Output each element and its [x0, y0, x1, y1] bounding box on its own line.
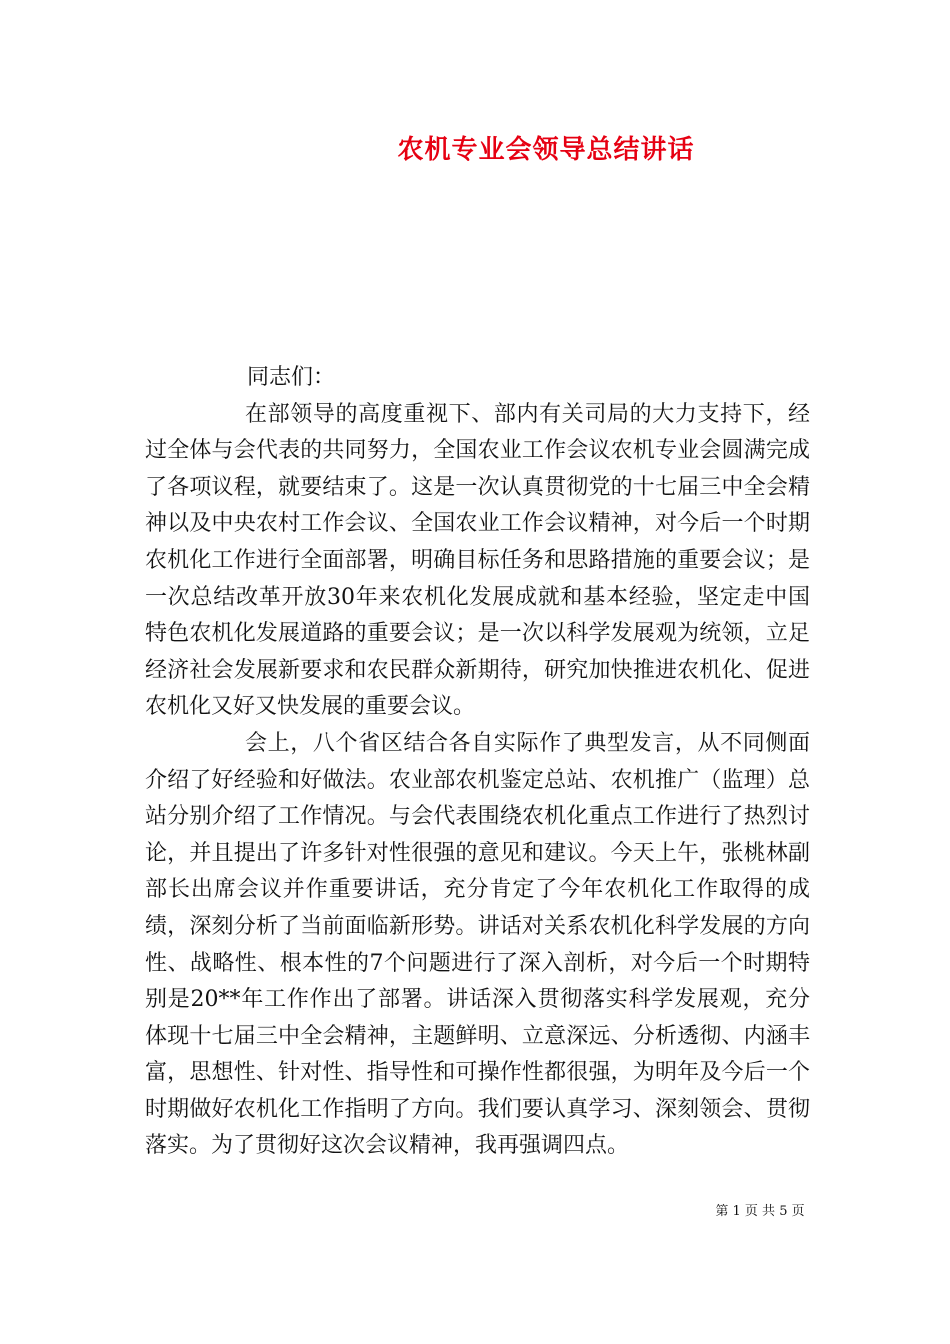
page-number-footer: 第 1 页 共 5 页: [715, 1204, 805, 1219]
body-paragraph: 在部领导的高度重视下、部内有关司局的大力支持下，经过全体与会代表的共同努力，全国农业工作会议农机专业会圆满完成了各项议程，就要结束了。这是一次认真贯彻党的十七届三中全会精神以及中央农村工作会议、全国农业工作会议精神，对今后一个时期农机化工作进行全面部署，明确目标任务和思路措施的重要会议；是一次总结改革开放30年来农机化发展成就和基本经验，坚定走中国特色农机化发展道路的重要会议；是一次以科学发展观为统领，立足经济社会发展新要求和农民群众新期待，研究加快推进农机化、促进农机化又好又快发展的重要会议。: [145, 401, 810, 720]
body-paragraph: 会上，八个省区结合各自实际作了典型发言，从不同侧面介绍了好经验和好做法。农业部农机鉴定总站、农机推广（监理）总站分别介绍了工作情况。与会代表围绕农机化重点工作进行了热烈讨论，并且提出了许多针对性很强的意见和建议。今天上午，张桃林副部长出席会议并作重要讲话，充分肯定了今年农机化工作取得的成绩，深刻分析了当前面临新形势。讲话对关系农机化科学发展的方向性、战略性、根本性的7个问题进行了深入剖析，对今后一个时期特别是20**年工作作出了部署。讲话深入贯彻落实科学发展观，充分体现十七届三中全会精神，主题鲜明、立意深远、分析透彻、内涵丰富，思想性、针对性、指导性和可操作性都很强，为明年及今后一个时期做好农机化工作指明了方向。我们要认真学习、深刻领会、贯彻落实。为了贯彻好这次会议精神，我再强调四点。: [145, 730, 810, 1159]
salutation: 同志们：: [247, 365, 336, 390]
document-title: 农机专业会领导总结讲话: [397, 135, 695, 165]
document-body: [145, 360, 810, 1165]
